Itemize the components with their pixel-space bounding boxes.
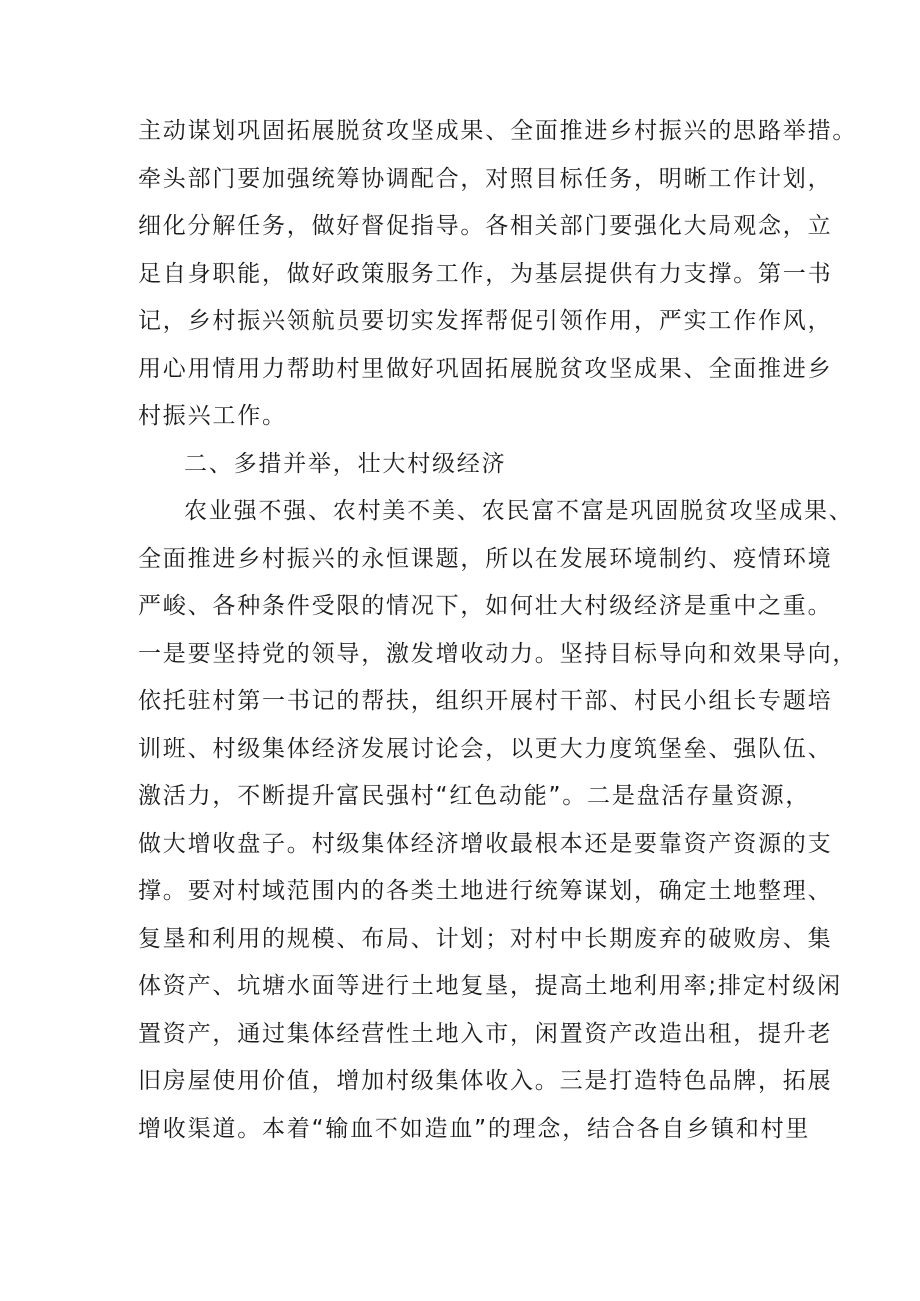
text-line: 做大增收盘子。村级集体经济增收最根本还是要靠资产资源的支 — [138, 830, 833, 857]
text-line: 细化分解任务，做好督促指导。各相关部门要强化大局观念，立 — [138, 213, 833, 239]
document-body — [138, 108, 858, 1153]
text-line: 记，乡村振兴领航员要切实发挥帮促引领作用，严实工作作风， — [138, 308, 833, 334]
text-line: 增收渠道。本着“输血不如造血”的理念，结合各自乡镇和村里 — [138, 1115, 811, 1142]
text-line: 依托驻村第一书记的帮扶，组织开展村干部、村民小组长专题培 — [138, 688, 833, 714]
text-line: 旧房屋使用价值，增加村级集体收入。三是打造特色品牌，拓展 — [138, 1068, 833, 1094]
text-line: 全面推进乡村振兴的永恒课题，所以在发展环境制约、疫情环境 — [138, 545, 833, 572]
text-line: 村振兴工作。 — [138, 403, 287, 429]
text-line: 激活力，不断提升富民强村“红色动能”。二是盘活存量资源， — [138, 783, 811, 809]
text-line: 撑。要对村域范围内的各类土地进行统筹谋划，确定土地整理、 — [138, 878, 833, 904]
text-line: 置资产，通过集体经营性土地入市，闲置资产改造出租，提升老 — [138, 1020, 833, 1047]
text-line: 体资产、坑塘水面等进行土地复垦，提高土地利用率;排定村级闲 — [138, 973, 842, 999]
text-line: 严峻、各种条件受限的情况下，如何壮大村级经济是重中之重。 — [138, 593, 833, 619]
text-line: 一是要坚持党的领导，激发增收动力。坚持目标导向和效果导向， — [138, 640, 858, 667]
paragraph-first-line: 农业强不强、农村美不美、农民富不富是巩固脱贫攻坚成果、 — [184, 498, 854, 524]
text-line: 足自身职能，做好政策服务工作，为基层提供有力支撑。第一书 — [138, 260, 833, 287]
text-line: 牵头部门要加强统筹协调配合，对照目标任务，明晰工作计划， — [138, 165, 833, 192]
text-line: 主动谋划巩固拓展脱贫攻坚成果、全面推进乡村振兴的思路举措。 — [138, 118, 858, 144]
text-line: 复垦和利用的规模、布局、计划；对村中长期废弃的破败房、集 — [138, 925, 833, 952]
section-heading: 二、多措并举，壮大村级经济 — [184, 450, 507, 477]
text-line: 训班、村级集体经济发展讨论会，以更大力度筑堡垒、强队伍、 — [138, 735, 833, 762]
text-line: 用心用情用力帮助村里做好巩固拓展脱贫攻坚成果、全面推进乡 — [138, 355, 833, 382]
